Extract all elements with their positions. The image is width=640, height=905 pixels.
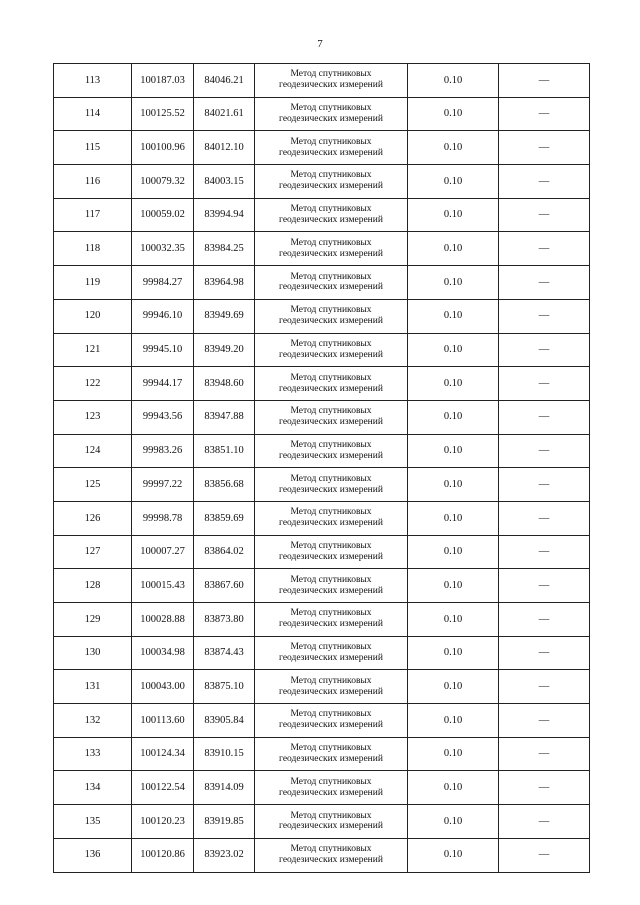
table-row bbox=[54, 805, 590, 839]
point-number-cell: 129 bbox=[54, 603, 132, 637]
point-number-cell: 121 bbox=[54, 333, 132, 367]
table-row bbox=[54, 569, 590, 603]
accuracy-cell: 0.10 bbox=[408, 131, 499, 165]
x-coordinate-cell: 100187.03 bbox=[132, 64, 194, 98]
x-coordinate-cell: 100043.00 bbox=[132, 670, 194, 704]
table-row bbox=[54, 535, 590, 569]
x-coordinate-cell: 100059.02 bbox=[132, 198, 194, 232]
table-row bbox=[54, 333, 590, 367]
method-line-1: Метод спутниковых bbox=[290, 406, 372, 417]
point-number-cell: 123 bbox=[54, 400, 132, 434]
point-number-cell: 117 bbox=[54, 198, 132, 232]
x-coordinate-cell: 100124.34 bbox=[132, 737, 194, 771]
method-line-2: геодезических измерений bbox=[279, 653, 383, 664]
point-number-cell: 130 bbox=[54, 636, 132, 670]
y-coordinate-cell: 83923.02 bbox=[194, 838, 255, 872]
y-coordinate-cell: 83947.88 bbox=[194, 400, 255, 434]
y-coordinate-cell: 83910.15 bbox=[194, 737, 255, 771]
method-line-1: Метод спутниковых bbox=[290, 642, 372, 653]
method-line-1: Метод спутниковых bbox=[290, 136, 372, 147]
method-cell bbox=[255, 198, 408, 232]
method-cell bbox=[255, 468, 408, 502]
description-cell: — bbox=[499, 198, 590, 232]
x-coordinate-cell: 99997.22 bbox=[132, 468, 194, 502]
method-line-1: Метод спутниковых bbox=[290, 608, 372, 619]
point-number-cell: 122 bbox=[54, 367, 132, 401]
point-number-cell: 131 bbox=[54, 670, 132, 704]
method-line-1: Метод спутниковых bbox=[290, 237, 372, 248]
method-cell bbox=[255, 299, 408, 333]
method-line-2: геодезических измерений bbox=[279, 215, 383, 226]
description-cell: — bbox=[499, 131, 590, 165]
accuracy-cell: 0.10 bbox=[408, 232, 499, 266]
accuracy-cell: 0.10 bbox=[408, 771, 499, 805]
method-line-2: геодезических измерений bbox=[279, 147, 383, 158]
description-cell: — bbox=[499, 603, 590, 637]
y-coordinate-cell: 83874.43 bbox=[194, 636, 255, 670]
method-line-2: геодезических измерений bbox=[279, 484, 383, 495]
description-cell: — bbox=[499, 232, 590, 266]
x-coordinate-cell: 100122.54 bbox=[132, 771, 194, 805]
table-row bbox=[54, 299, 590, 333]
method-cell bbox=[255, 670, 408, 704]
y-coordinate-cell: 83875.10 bbox=[194, 670, 255, 704]
method-line-1: Метод спутниковых bbox=[290, 439, 372, 450]
method-cell bbox=[255, 771, 408, 805]
y-coordinate-cell: 84021.61 bbox=[194, 97, 255, 131]
point-number-cell: 127 bbox=[54, 535, 132, 569]
description-cell: — bbox=[499, 501, 590, 535]
y-coordinate-cell: 83914.09 bbox=[194, 771, 255, 805]
x-coordinate-cell: 99998.78 bbox=[132, 501, 194, 535]
method-line-1: Метод спутниковых bbox=[290, 844, 372, 855]
table-row bbox=[54, 603, 590, 637]
method-line-1: Метод спутниковых bbox=[290, 776, 372, 787]
table-row bbox=[54, 400, 590, 434]
accuracy-cell: 0.10 bbox=[408, 333, 499, 367]
method-cell bbox=[255, 838, 408, 872]
table-row bbox=[54, 670, 590, 704]
table-row bbox=[54, 97, 590, 131]
description-cell: — bbox=[499, 367, 590, 401]
description-cell: — bbox=[499, 636, 590, 670]
accuracy-cell: 0.10 bbox=[408, 805, 499, 839]
method-line-2: геодезических измерений bbox=[279, 720, 383, 731]
method-line-1: Метод спутниковых bbox=[290, 473, 372, 484]
y-coordinate-cell: 83919.85 bbox=[194, 805, 255, 839]
point-number-cell: 132 bbox=[54, 704, 132, 738]
accuracy-cell: 0.10 bbox=[408, 400, 499, 434]
x-coordinate-cell: 99945.10 bbox=[132, 333, 194, 367]
point-number-cell: 128 bbox=[54, 569, 132, 603]
point-number-cell: 115 bbox=[54, 131, 132, 165]
table-row bbox=[54, 64, 590, 98]
table-row bbox=[54, 165, 590, 199]
y-coordinate-cell: 84003.15 bbox=[194, 165, 255, 199]
table-row bbox=[54, 501, 590, 535]
x-coordinate-cell: 99944.17 bbox=[132, 367, 194, 401]
description-cell: — bbox=[499, 400, 590, 434]
x-coordinate-cell: 99984.27 bbox=[132, 266, 194, 300]
description-cell: — bbox=[499, 670, 590, 704]
accuracy-cell: 0.10 bbox=[408, 468, 499, 502]
x-coordinate-cell: 100113.60 bbox=[132, 704, 194, 738]
method-cell bbox=[255, 165, 408, 199]
method-cell bbox=[255, 367, 408, 401]
method-cell bbox=[255, 400, 408, 434]
y-coordinate-cell: 83949.20 bbox=[194, 333, 255, 367]
y-coordinate-cell: 83905.84 bbox=[194, 704, 255, 738]
table-row bbox=[54, 704, 590, 738]
method-cell bbox=[255, 131, 408, 165]
accuracy-cell: 0.10 bbox=[408, 704, 499, 738]
method-cell bbox=[255, 266, 408, 300]
y-coordinate-cell: 84012.10 bbox=[194, 131, 255, 165]
description-cell: — bbox=[499, 64, 590, 98]
method-cell bbox=[255, 501, 408, 535]
x-coordinate-cell: 100015.43 bbox=[132, 569, 194, 603]
method-line-2: геодезических измерений bbox=[279, 248, 383, 259]
description-cell: — bbox=[499, 434, 590, 468]
method-line-2: геодезических измерений bbox=[279, 114, 383, 125]
method-line-2: геодезических измерений bbox=[279, 551, 383, 562]
method-line-1: Метод спутниковых bbox=[290, 170, 372, 181]
x-coordinate-cell: 100032.35 bbox=[132, 232, 194, 266]
method-line-1: Метод спутниковых bbox=[290, 675, 372, 686]
method-cell bbox=[255, 704, 408, 738]
table-row bbox=[54, 838, 590, 872]
coordinates-table bbox=[53, 63, 590, 873]
method-cell bbox=[255, 603, 408, 637]
description-cell: — bbox=[499, 97, 590, 131]
point-number-cell: 125 bbox=[54, 468, 132, 502]
point-number-cell: 133 bbox=[54, 737, 132, 771]
y-coordinate-cell: 83948.60 bbox=[194, 367, 255, 401]
method-line-1: Метод спутниковых bbox=[290, 305, 372, 316]
point-number-cell: 124 bbox=[54, 434, 132, 468]
table-row bbox=[54, 737, 590, 771]
method-line-2: геодезических измерений bbox=[279, 349, 383, 360]
method-line-2: геодезических измерений bbox=[279, 686, 383, 697]
x-coordinate-cell: 99946.10 bbox=[132, 299, 194, 333]
method-cell bbox=[255, 97, 408, 131]
coordinates-table-body bbox=[54, 64, 590, 873]
point-number-cell: 136 bbox=[54, 838, 132, 872]
accuracy-cell: 0.10 bbox=[408, 603, 499, 637]
table-row bbox=[54, 468, 590, 502]
y-coordinate-cell: 83994.94 bbox=[194, 198, 255, 232]
page-number: 7 bbox=[317, 38, 323, 50]
x-coordinate-cell: 100079.32 bbox=[132, 165, 194, 199]
method-line-2: геодезических измерений bbox=[279, 518, 383, 529]
x-coordinate-cell: 100120.23 bbox=[132, 805, 194, 839]
description-cell: — bbox=[499, 569, 590, 603]
point-number-cell: 116 bbox=[54, 165, 132, 199]
method-cell bbox=[255, 737, 408, 771]
description-cell: — bbox=[499, 299, 590, 333]
method-line-2: геодезических измерений bbox=[279, 821, 383, 832]
accuracy-cell: 0.10 bbox=[408, 737, 499, 771]
method-line-1: Метод спутниковых bbox=[290, 743, 372, 754]
method-line-1: Метод спутниковых bbox=[290, 541, 372, 552]
accuracy-cell: 0.10 bbox=[408, 266, 499, 300]
method-line-2: геодезических измерений bbox=[279, 450, 383, 461]
y-coordinate-cell: 83859.69 bbox=[194, 501, 255, 535]
x-coordinate-cell: 100125.52 bbox=[132, 97, 194, 131]
accuracy-cell: 0.10 bbox=[408, 367, 499, 401]
method-line-2: геодезических измерений bbox=[279, 282, 383, 293]
x-coordinate-cell: 100028.88 bbox=[132, 603, 194, 637]
method-line-1: Метод спутниковых bbox=[290, 574, 372, 585]
point-number-cell: 119 bbox=[54, 266, 132, 300]
description-cell: — bbox=[499, 165, 590, 199]
method-cell bbox=[255, 232, 408, 266]
y-coordinate-cell: 83949.69 bbox=[194, 299, 255, 333]
description-cell: — bbox=[499, 535, 590, 569]
y-coordinate-cell: 83864.02 bbox=[194, 535, 255, 569]
method-line-1: Метод спутниковых bbox=[290, 709, 372, 720]
y-coordinate-cell: 83856.68 bbox=[194, 468, 255, 502]
method-line-1: Метод спутниковых bbox=[290, 204, 372, 215]
point-number-cell: 134 bbox=[54, 771, 132, 805]
accuracy-cell: 0.10 bbox=[408, 838, 499, 872]
method-cell bbox=[255, 434, 408, 468]
table-row bbox=[54, 232, 590, 266]
x-coordinate-cell: 100120.86 bbox=[132, 838, 194, 872]
description-cell: — bbox=[499, 266, 590, 300]
description-cell: — bbox=[499, 805, 590, 839]
x-coordinate-cell: 100034.98 bbox=[132, 636, 194, 670]
description-cell: — bbox=[499, 333, 590, 367]
description-cell: — bbox=[499, 704, 590, 738]
accuracy-cell: 0.10 bbox=[408, 434, 499, 468]
method-line-2: геодезических измерений bbox=[279, 417, 383, 428]
y-coordinate-cell: 83867.60 bbox=[194, 569, 255, 603]
x-coordinate-cell: 99943.56 bbox=[132, 400, 194, 434]
accuracy-cell: 0.10 bbox=[408, 97, 499, 131]
accuracy-cell: 0.10 bbox=[408, 198, 499, 232]
table-row bbox=[54, 367, 590, 401]
method-line-2: геодезических измерений bbox=[279, 383, 383, 394]
y-coordinate-cell: 83964.98 bbox=[194, 266, 255, 300]
method-line-1: Метод спутниковых bbox=[290, 103, 372, 114]
accuracy-cell: 0.10 bbox=[408, 535, 499, 569]
method-cell bbox=[255, 569, 408, 603]
x-coordinate-cell: 100100.96 bbox=[132, 131, 194, 165]
method-line-2: геодезических измерений bbox=[279, 181, 383, 192]
accuracy-cell: 0.10 bbox=[408, 670, 499, 704]
point-number-cell: 118 bbox=[54, 232, 132, 266]
y-coordinate-cell: 83851.10 bbox=[194, 434, 255, 468]
method-cell bbox=[255, 64, 408, 98]
accuracy-cell: 0.10 bbox=[408, 501, 499, 535]
point-number-cell: 120 bbox=[54, 299, 132, 333]
method-line-2: геодезических измерений bbox=[279, 787, 383, 798]
method-line-1: Метод спутниковых bbox=[290, 338, 372, 349]
point-number-cell: 114 bbox=[54, 97, 132, 131]
method-cell bbox=[255, 636, 408, 670]
table-row bbox=[54, 434, 590, 468]
method-line-2: геодезических измерений bbox=[279, 585, 383, 596]
method-line-2: геодезических измерений bbox=[279, 754, 383, 765]
method-line-1: Метод спутниковых bbox=[290, 372, 372, 383]
method-cell bbox=[255, 535, 408, 569]
accuracy-cell: 0.10 bbox=[408, 64, 499, 98]
method-line-2: геодезических измерений bbox=[279, 80, 383, 91]
method-line-2: геодезических измерений bbox=[279, 855, 383, 866]
y-coordinate-cell: 83873.80 bbox=[194, 603, 255, 637]
table-row bbox=[54, 131, 590, 165]
table-row bbox=[54, 266, 590, 300]
description-cell: — bbox=[499, 771, 590, 805]
accuracy-cell: 0.10 bbox=[408, 569, 499, 603]
accuracy-cell: 0.10 bbox=[408, 165, 499, 199]
method-line-2: геодезических измерений bbox=[279, 619, 383, 630]
method-cell bbox=[255, 333, 408, 367]
description-cell: — bbox=[499, 468, 590, 502]
method-line-1: Метод спутниковых bbox=[290, 271, 372, 282]
method-line-1: Метод спутниковых bbox=[290, 507, 372, 518]
point-number-cell: 126 bbox=[54, 501, 132, 535]
table-row bbox=[54, 198, 590, 232]
method-line-1: Метод спутниковых bbox=[290, 69, 372, 80]
y-coordinate-cell: 84046.21 bbox=[194, 64, 255, 98]
point-number-cell: 135 bbox=[54, 805, 132, 839]
table-row bbox=[54, 636, 590, 670]
accuracy-cell: 0.10 bbox=[408, 299, 499, 333]
accuracy-cell: 0.10 bbox=[408, 636, 499, 670]
method-line-1: Метод спутниковых bbox=[290, 810, 372, 821]
description-cell: — bbox=[499, 737, 590, 771]
point-number-cell: 113 bbox=[54, 64, 132, 98]
method-cell bbox=[255, 805, 408, 839]
description-cell: — bbox=[499, 838, 590, 872]
table-row bbox=[54, 771, 590, 805]
y-coordinate-cell: 83984.25 bbox=[194, 232, 255, 266]
x-coordinate-cell: 100007.27 bbox=[132, 535, 194, 569]
method-line-2: геодезических измерений bbox=[279, 316, 383, 327]
x-coordinate-cell: 99983.26 bbox=[132, 434, 194, 468]
